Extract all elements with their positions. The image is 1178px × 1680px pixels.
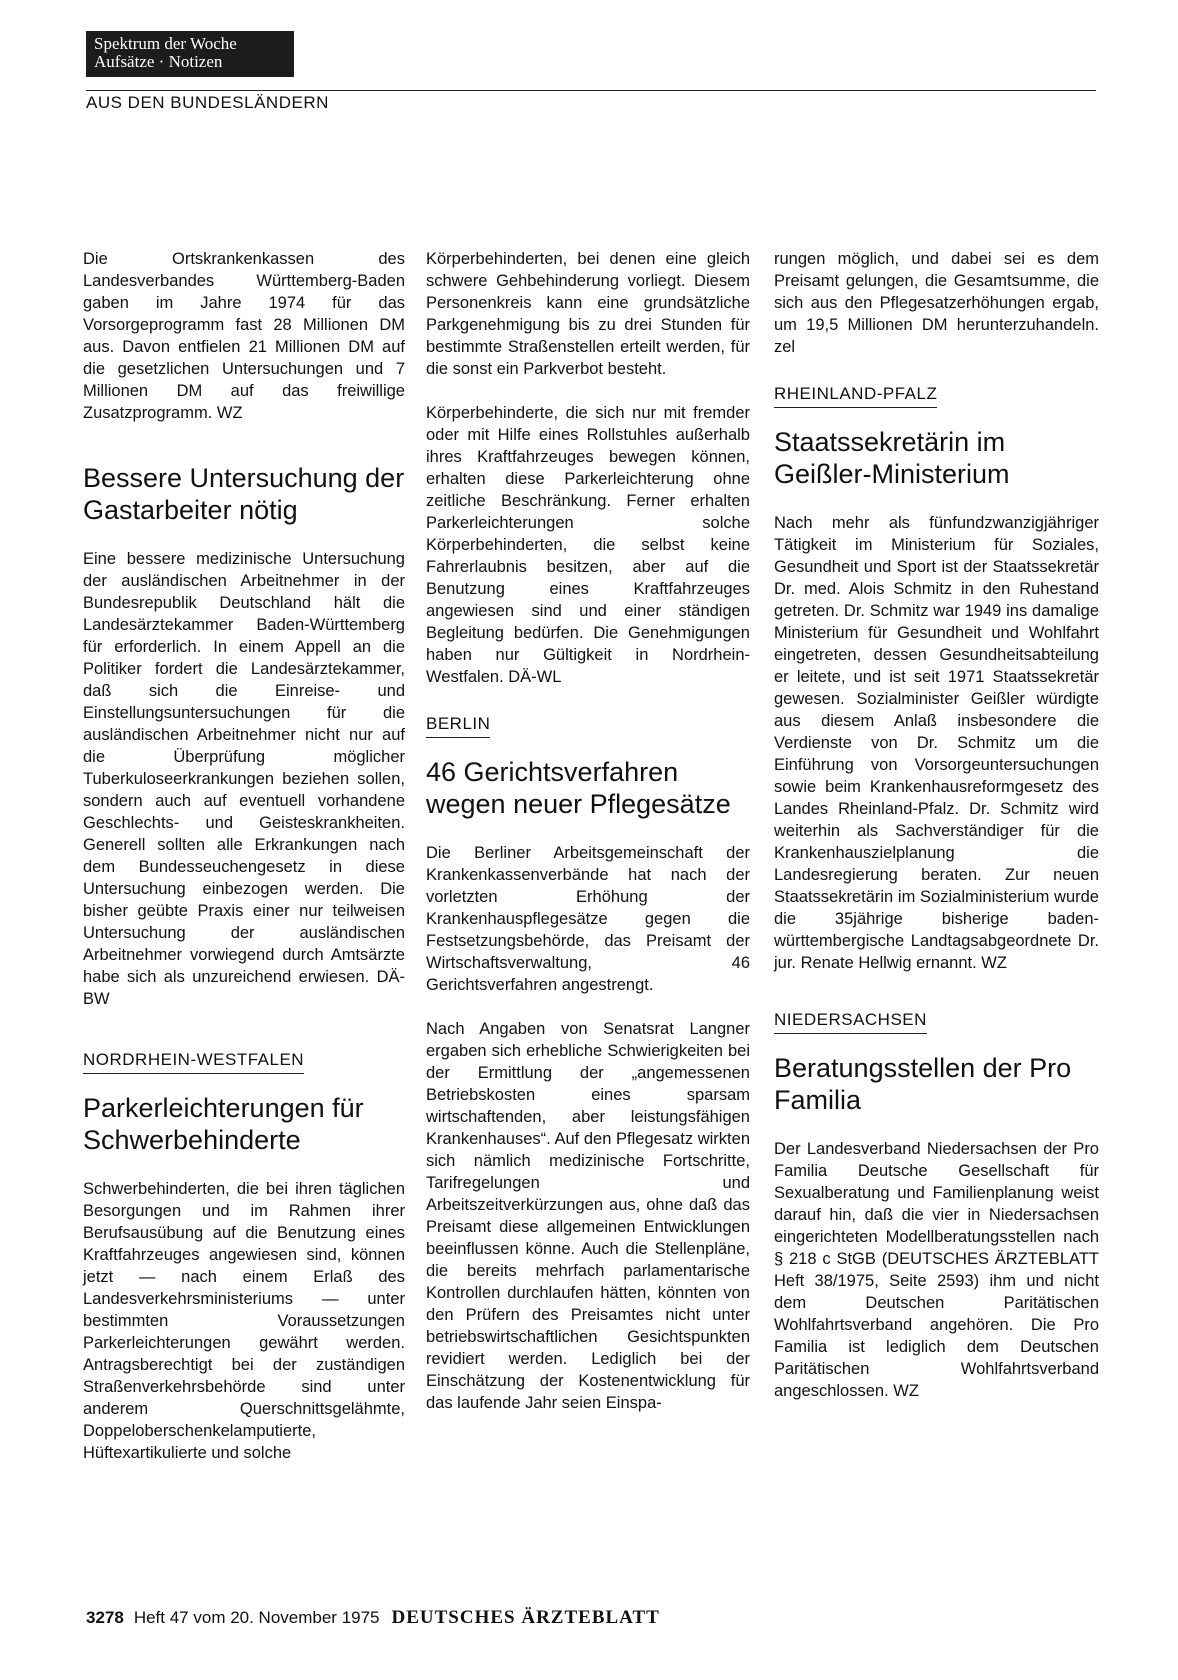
column-1 <box>83 248 405 1580</box>
region-label-nrw: NORDRHEIN-WESTFALEN <box>83 1050 304 1074</box>
paragraph-einsparungen: rungen möglich, und dabei sei es dem Preisamt gelungen, die Gesamtsumme, die sich aus den Pflegesatzerhöhungen ergab, um 19,5 Millionen DM herunterzuhandeln. zel <box>774 250 1099 356</box>
column-3 <box>774 248 1099 1580</box>
header-badge <box>86 31 294 77</box>
article-body-gastarbeiter: Eine bessere medizinische Untersuchung der ausländischen Arbeitnehmer in der Bundesrepublik Deutschland hält die Landesärztekammer Baden-Württemberg für erforderlich. In einem Appell an die Politiker fordert die Landesärztekammer, daß sich die Einreise- und Einstellungsuntersuchungen für die ausländischen Arbeitnehmer nicht nur auf die Überprüfung möglicher Tuberkuloseerkrankungen beziehen sollen, sondern auch auf eventuell vorhandene Geschlechts- und Geisteskrankheiten. Generell sollten alle Erkrankungen nach dem Bundesseuchengesetz in diese Untersuchung einbezogen werden. Die bisher geübte Praxis einer nur teilweisen Untersuchung der ausländischen Arbeitnehmer vorwiegend durch Amtsärzte habe sich als unzureichend erwiesen. DÄ-BW <box>83 550 405 1008</box>
magazine-name: DEUTSCHES ÄRZTEBLATT <box>391 1607 660 1628</box>
badge-line-2: Aufsätze · Notizen <box>94 52 223 71</box>
article-body-staatssekretaerin: Nach mehr als fünfundzwanzigjähriger Tätigkeit im Ministerium für Soziales, Gesundheit und Sport ist der Staatssekretär Dr. med. Alois Schmitz in den Ruhestand getreten. Dr. Schmitz war 1949 ins damalige Ministerium für Gesundheit und Wohlfahrt eingetreten, dessen Gesundheitsabteilung er leitete, und ist seit 1971 Staatssekretär gewesen. Sozialminister Geißler würdigte aus diesem Anlaß insbesondere die Verdienste von Dr. Schmitz um die Einführung von Vorsorgeuntersuchungen sowie beim Krankenhausreformgesetz des Landes Rheinland-Pfalz. Dr. Schmitz wird weiterhin als Sachverständiger für die Krankenhauszielplanung die Landesregierung beraten. Zur neuen Staatssekretärin im Sozialministerium wurde die 35jährige bisherige baden-württembergische Landtagsabgeordnete Dr. jur. Renate Hellwig ernannt. WZ <box>774 514 1099 972</box>
badge-line-1: Spektrum der Woche <box>94 34 237 53</box>
article-title-gerichtsverfahren: 46 Gerichtsverfahren wegen neuer Pflegesätze <box>426 757 731 819</box>
article-title-pro-familia: Beratungsstellen der Pro Familia <box>774 1053 1072 1115</box>
article-body-gerichtsverfahren-2: Nach Angaben von Senatsrat Langner ergaben sich erhebliche Schwierigkeiten bei der Ermittlung der „angemessenen Betriebskosten eines sparsam wirtschaftenden, aber leistungsfähigen Krankenhauses“. Auf den Pflegesatz wirkten sich nämlich medizinische Fortschritte, Tarifregelungen und Arbeitszeitverkürzungen aus, ohne daß das Preisamt diese allgemeinen Entwicklungen beeinflussen könne. Auch die Stellenpläne, die bereits mehrfach parlamentarische Kontrollen durchlaufen hätten, könnten von den Prüfern des Preisamtes nicht unter betriebswirtschaftlichen Gesichtspunkten revidiert werden. Lediglich bei der Einschätzung der Kostenentwicklung für das laufende Jahr seien Einspa- <box>426 1020 750 1412</box>
page-number: 3278 <box>86 1608 124 1627</box>
section-heading: AUS DEN BUNDESLÄNDERN <box>86 90 1096 116</box>
issue-info: Heft 47 vom 20. November 1975 <box>133 1608 380 1627</box>
article-title-gastarbeiter: Bessere Untersuchung der Gastarbeiter nötig <box>83 463 405 525</box>
article-title-staatssekretaerin: Staatssekretärin im Geißler-Ministerium <box>774 427 1010 489</box>
page-footer <box>86 1607 660 1629</box>
paragraph-koerperbehinderte-1: Körperbehinderten, bei denen eine gleich schwere Gehbehinderung vorliegt. Diesem Personenkreis kann eine grundsätzliche Parkgenehmigung bis zu drei Stunden für bestimmte Straßenstellen erteilt werden, für die sonst ein Parkverbot besteht. <box>426 250 750 378</box>
paragraph-koerperbehinderte-2: Körperbehinderte, die sich nur mit fremder oder mit Hilfe eines Rollstuhles außerhalb ihres Kraftfahrzeuges bewegen können, erhalten diese Parkerleichterung ohne zeitliche Beschränkung. Ferner erhalten Parkerleichterungen solche Körperbehinderten, die selbst keine Fahrerlaubnis besitzen, aber auf die Benutzung eines Kraftfahrzeuges angewiesen sind und einer ständigen Begleitung bedürfen. Die Genehmigungen haben nur Gültigkeit in Nordrhein-Westfalen. DÄ-WL <box>426 404 750 686</box>
article-title-parkerleichterungen: Parkerleichterungen für Schwerbehinderte <box>83 1093 364 1155</box>
region-label-rheinland-pfalz: RHEINLAND-PFALZ <box>774 384 937 408</box>
region-label-berlin: BERLIN <box>426 714 490 738</box>
article-body-pro-familia: Der Landesverband Niedersachsen der Pro Familia Deutsche Gesellschaft für Sexualberatung und Familienplanung weist darauf hin, daß die vier in Niedersachsen eingerichteten Modellberatungsstellen nach § 218 c StGB (DEUTSCHES ÄRZTEBLATT Heft 38/1975, Seite 2593) ihm und nicht dem Deutschen Paritätischen Wohlfahrtsverband angehören. Die Pro Familia ist lediglich dem Deutschen Paritätischen Wohlfahrtsverband angeschlossen. WZ <box>774 1140 1099 1400</box>
region-label-niedersachsen: NIEDERSACHSEN <box>774 1010 927 1034</box>
article-body-gerichtsverfahren-1: Die Berliner Arbeitsgemeinschaft der Krankenkassenverbände hat nach der vorletzten Erhöhung der Krankenhauspflegesätze gegen die Festsetzungsbehörde, das Preisamt der Wirtschaftsverwaltung, 46 Gerichtsverfahren angestrengt. <box>426 844 750 994</box>
intro-paragraph: Die Ortskrankenkassen des Landesverbandes Württemberg-Baden gaben im Jahre 1974 für das Vorsorgeprogramm fast 28 Millionen DM aus. Davon entfielen 21 Millionen DM auf die gesetzlichen Untersuchungen und 7 Millionen DM auf das freiwillige Zusatzprogramm. WZ <box>83 250 405 422</box>
column-2 <box>426 248 750 1580</box>
article-body-parkerleichterungen: Schwerbehinderten, die bei ihren täglichen Besorgungen und im Rahmen ihrer Berufsausübung auf die Benutzung eines Kraftfahrzeuges angewiesen sind, können jetzt — nach einem Erlaß des Landesverkehrsministeriums — unter bestimmten Voraussetzungen Parkerleichterungen gewährt werden. Antragsberechtigt bei der zuständigen Straßenverkehrsbehörde sind unter anderem Querschnittsgelähmte, Doppeloberschenkelamputierte, Hüftexartikulierte und solche <box>83 1180 405 1462</box>
